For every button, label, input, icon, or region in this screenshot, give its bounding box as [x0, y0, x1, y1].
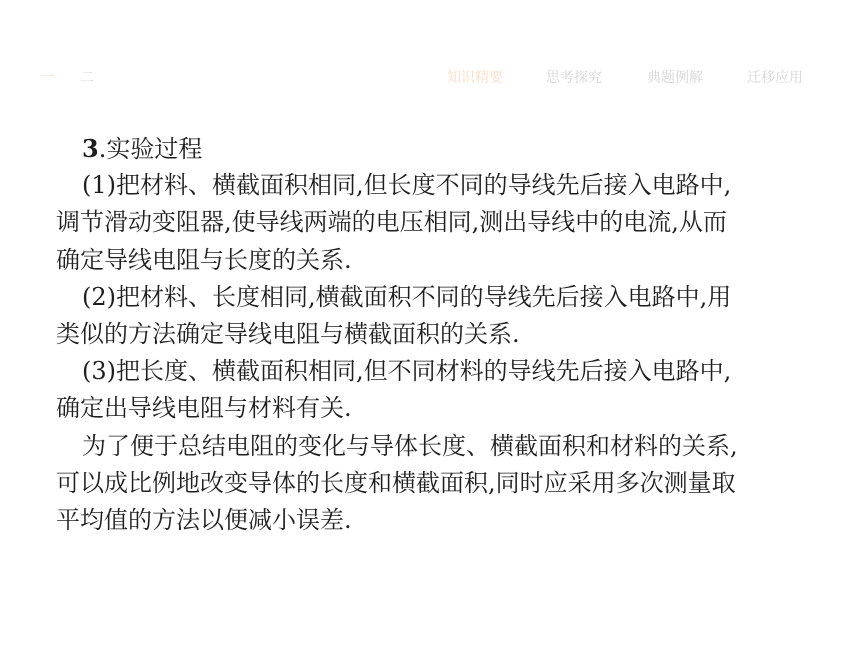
paragraph-line: 为了便于总结电阻的变化与导体长度、横截面积和材料的关系, — [82, 431, 738, 460]
paragraph-line: 平均值的方法以便减小误差. — [56, 505, 352, 534]
paragraph-line: 确定出导线电阻与材料有关. — [56, 394, 352, 423]
section-one-link[interactable]: 一 — [40, 70, 54, 86]
paragraph-line: 确定导线电阻与长度的关系. — [56, 245, 352, 274]
section-two-link[interactable]: 二 — [80, 70, 94, 86]
section-heading — [56, 130, 816, 167]
heading-text: .实验过程 — [98, 135, 203, 163]
paragraph-line: 可以成比例地改变导体的长度和横截面积,同时应采用多次测量取 — [56, 468, 736, 497]
tab-knowledge-essentials[interactable]: 知识精要 — [447, 70, 503, 86]
heading-number: 3 — [82, 134, 99, 163]
main-content — [56, 130, 816, 539]
paragraph-line: 调节滑动变阻器,使导线两端的电压相同,测出导线中的电流,从而 — [56, 208, 727, 237]
paragraph-line: (1)把材料、横截面积相同,但长度不同的导线先后接入电路中, — [82, 171, 732, 200]
top-navigation — [0, 66, 860, 90]
tab-example-analysis[interactable]: 典题例解 — [647, 70, 703, 86]
paragraph-line: (2)把材料、长度相同,横截面积不同的导线先后接入电路中,用 — [82, 282, 732, 311]
paragraph-line: (3)把长度、横截面积相同,但不同材料的导线先后接入电路中, — [82, 357, 732, 386]
tab-think-explore[interactable]: 思考探究 — [546, 70, 602, 86]
paragraph-line: 类似的方法确定导线电阻与横截面积的关系. — [56, 319, 520, 348]
tab-transfer-application[interactable]: 迁移应用 — [747, 70, 803, 86]
